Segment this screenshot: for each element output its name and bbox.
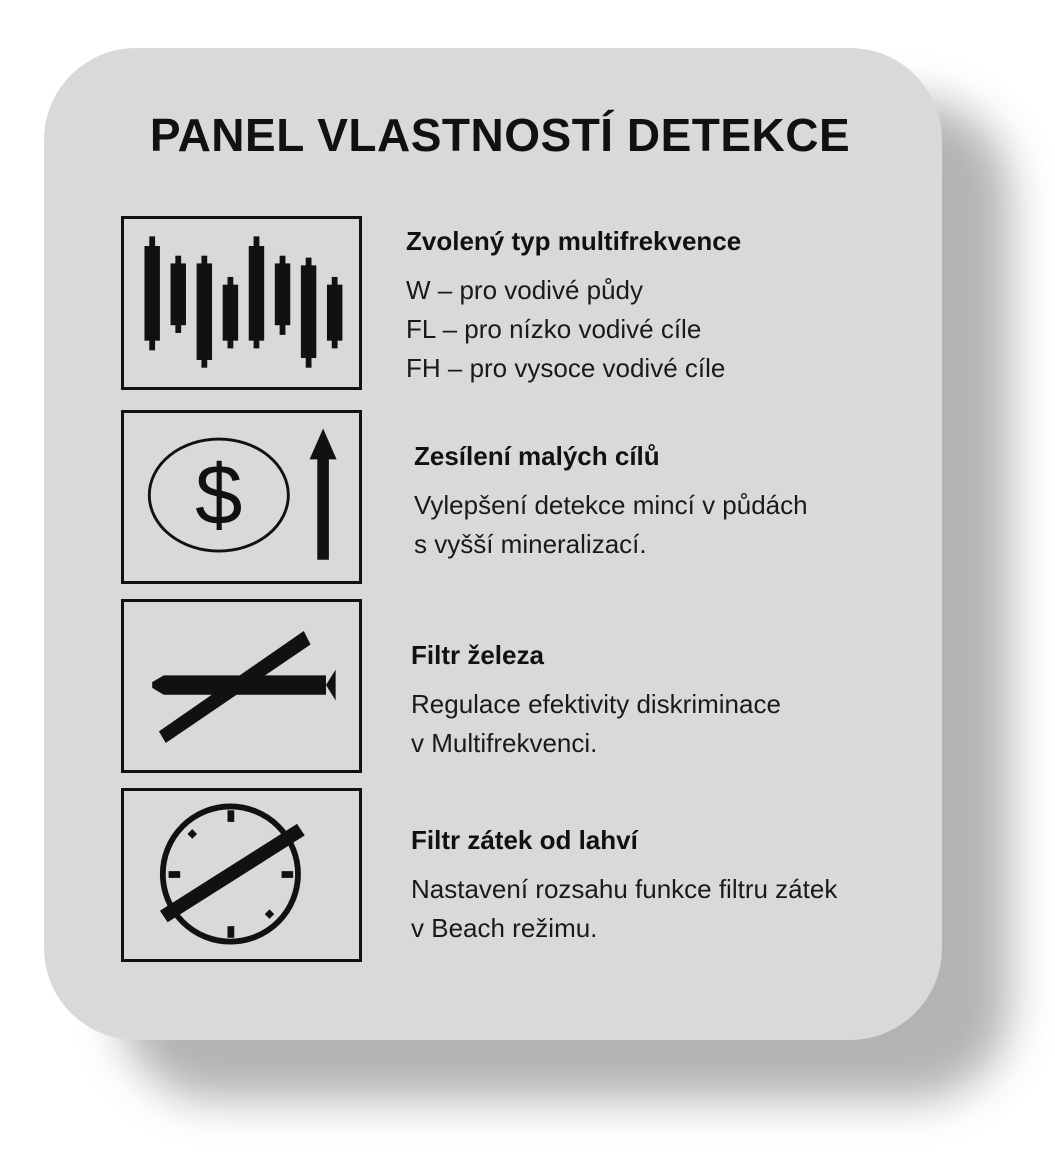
section-line: W – pro vodivé půdy: [406, 275, 644, 305]
multifrequency-bars-icon: [121, 216, 362, 390]
section-line: v Multifrekvenci.: [411, 728, 598, 758]
section-bottle-cap-filter: [411, 825, 837, 948]
iron-filter-icon: [121, 599, 362, 773]
section-line: Vylepšení detekce mincí v půdách: [414, 490, 808, 520]
section-line: FH – pro vysoce vodivé cíle: [406, 353, 726, 383]
section-small-target-boost: [414, 441, 808, 564]
panel-title: PANEL VLASTNOSTÍ DETEKCE: [149, 109, 851, 161]
section-multifrequency: [406, 226, 741, 388]
section-heading: Filtr zátek od lahví: [411, 825, 638, 855]
section-heading: Zesílení malých cílů: [414, 441, 660, 471]
bottle-cap-filter-icon: [121, 788, 362, 962]
section-heading: Zvolený typ multifrekvence: [406, 226, 742, 256]
section-heading: Filtr železa: [411, 640, 544, 670]
section-line: s vyšší mineralizací.: [414, 529, 647, 559]
svg-text:$: $: [195, 448, 243, 544]
section-line: FL – pro nízko vodivé cíle: [406, 314, 702, 344]
coin-boost-icon: [121, 410, 362, 584]
section-line: Regulace efektivity diskriminace: [411, 689, 781, 719]
section-line: Nastavení rozsahu funkce filtru zátek: [411, 874, 838, 904]
section-line: v Beach režimu.: [411, 913, 598, 943]
section-iron-filter: [411, 640, 781, 763]
